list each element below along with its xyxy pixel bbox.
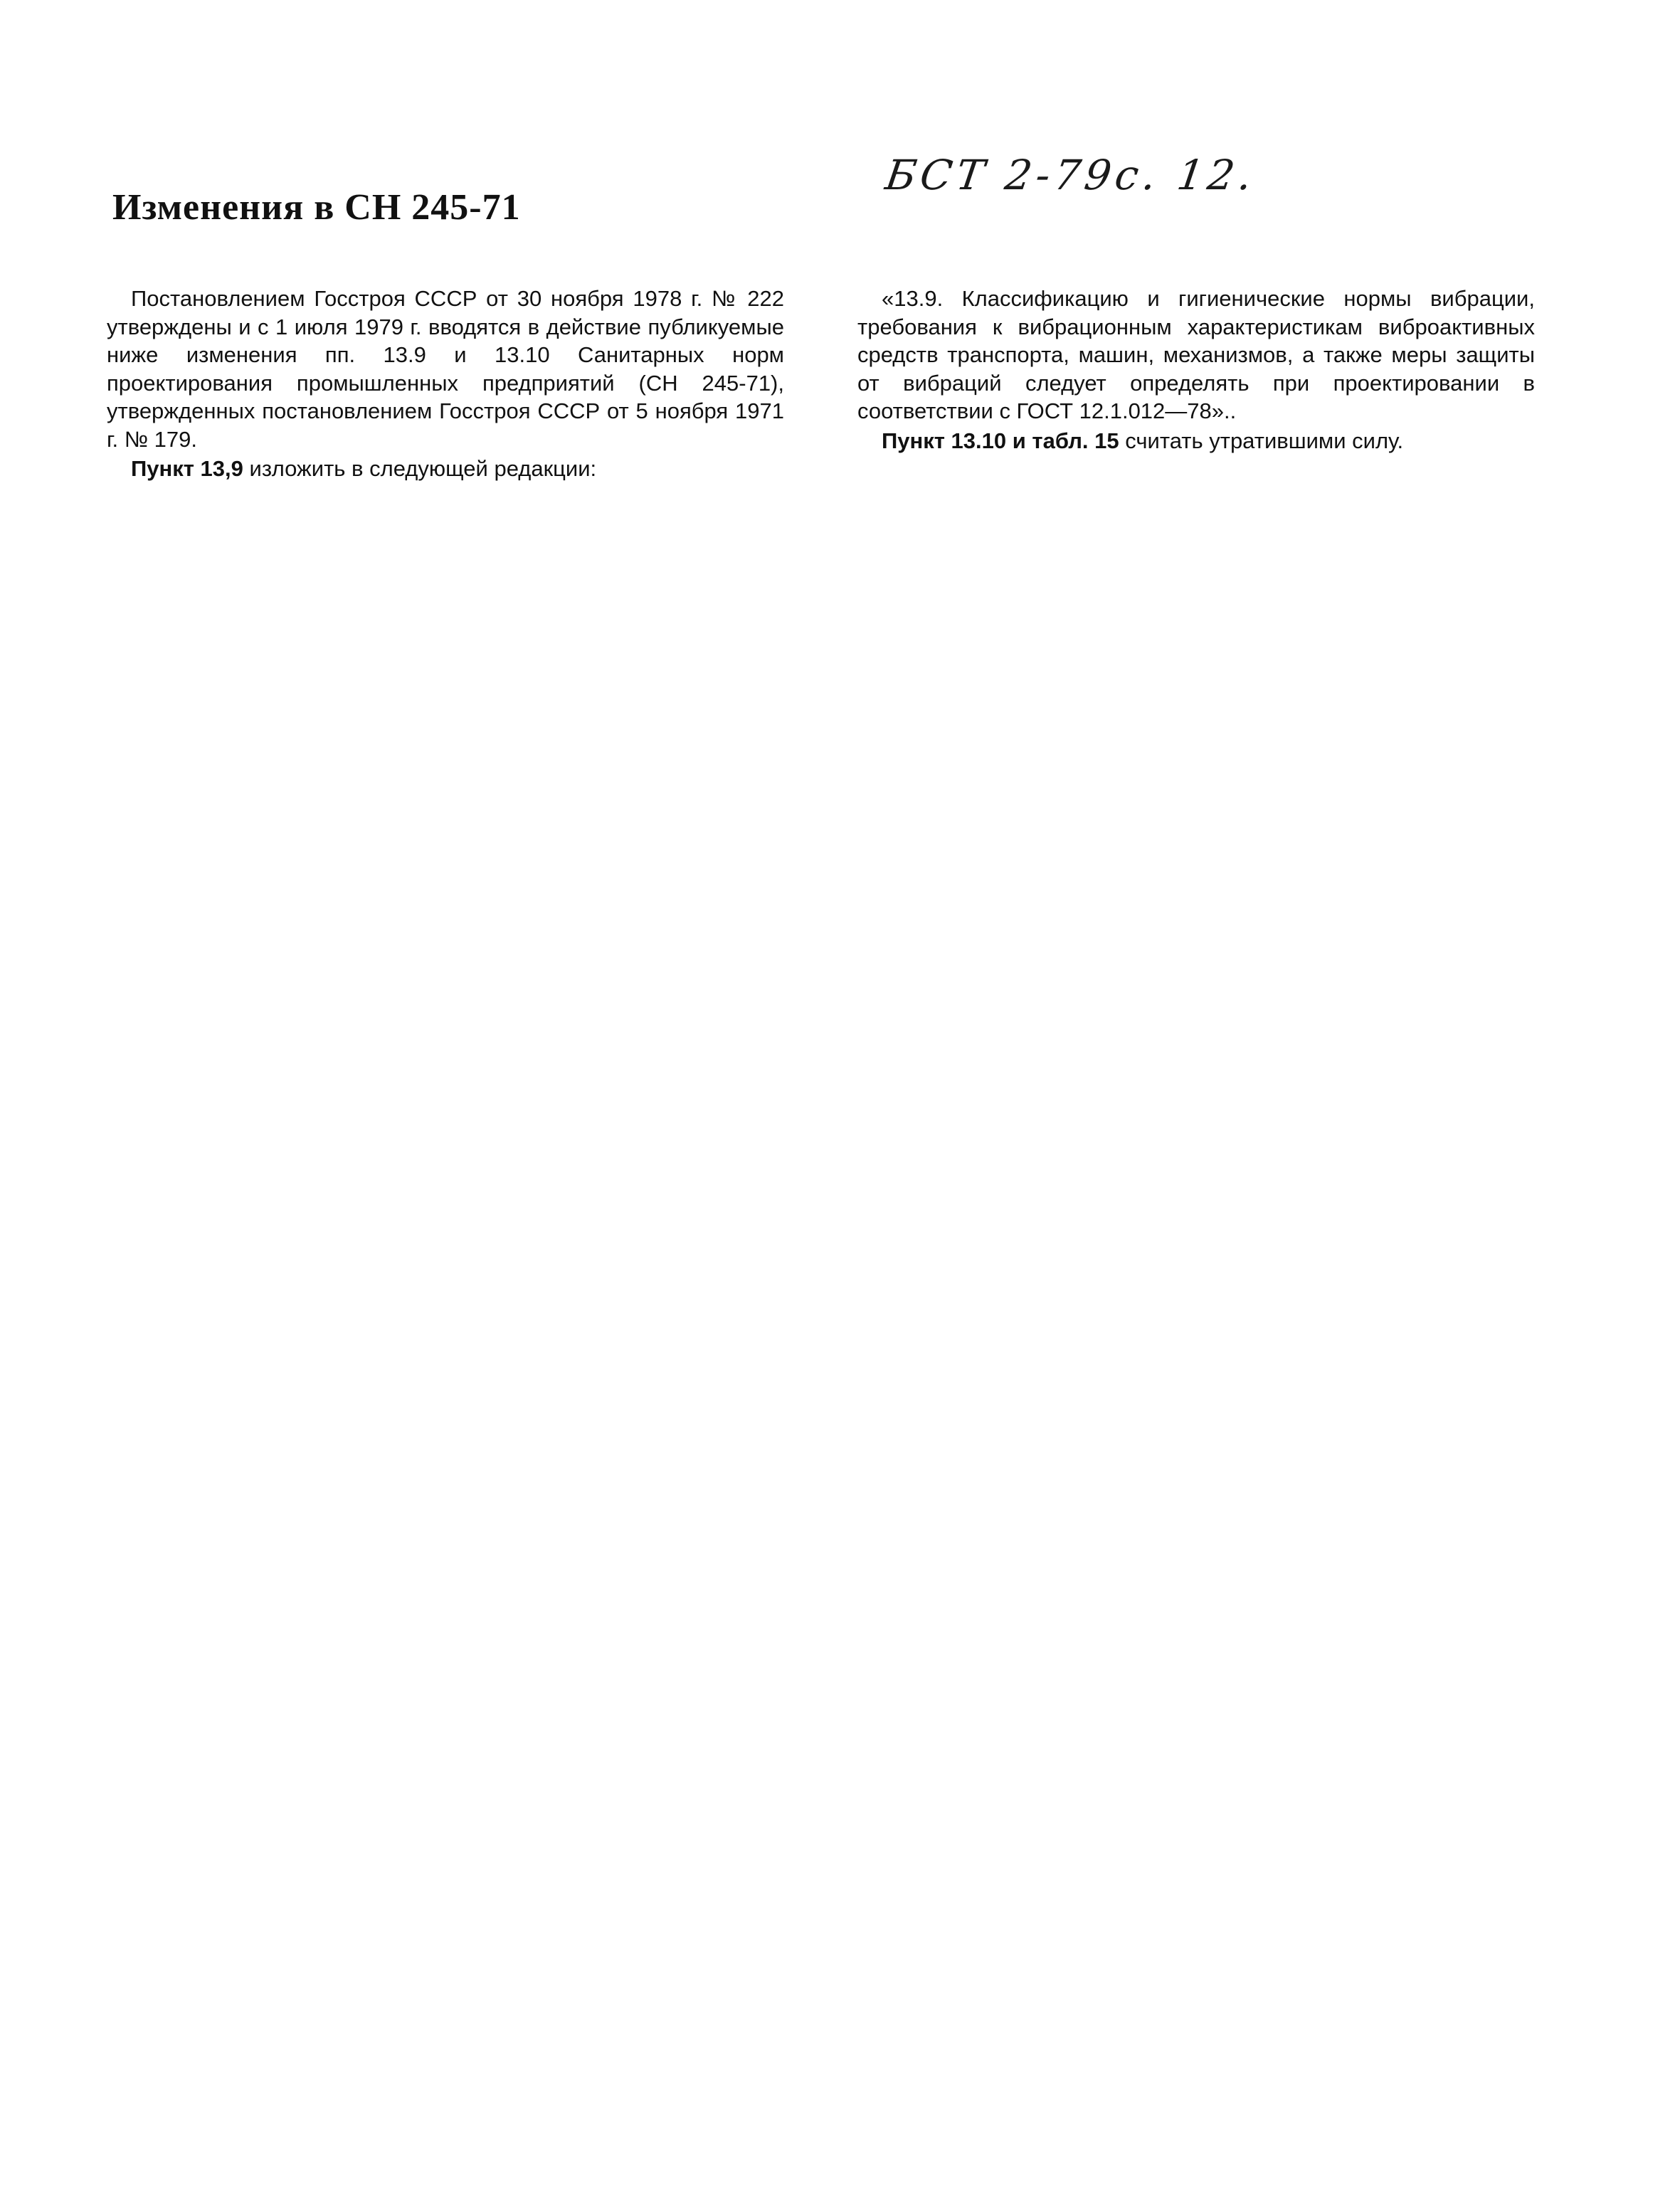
left-column: [107, 285, 784, 483]
cancellation-paragraph: [857, 427, 1535, 455]
cancellation-term: Пункт 13.10 и табл. 15: [882, 428, 1119, 453]
instruction-text: изложить в следующей редакции:: [249, 456, 597, 481]
cancellation-text: считать утратившими силу.: [1125, 428, 1404, 453]
instruction-term: Пункт 13,9: [131, 456, 243, 481]
quoted-amendment-paragraph: «13.9. Классификацию и гигиенические нормы вибрации, требования к вибрационным характеристикам виброактивных средств транспорта, машин, механизмов, а также меры защиты от вибраций следует определять при проектировании в соответствии с ГОСТ 12.1.012—78»..: [857, 286, 1535, 423]
intro-paragraph: Постановлением Госстроя СССР от 30 ноября 1978 г. № 222 утверждены и с 1 июля 1979 г. вводятся в действие публикуемые ниже изменения пп. 13.9 и 13.10 Санитарных норм проектирования промышленных предприятий (СН 245-71), утвержденных постановлением Госстроя СССР от 5 ноября 1971 г. № 179.: [107, 286, 784, 452]
instruction-paragraph: [107, 455, 784, 483]
document-title: Изменения в СН 245-71: [112, 187, 521, 228]
right-column: [857, 285, 1535, 455]
handwritten-reference: БСТ 2-79с. 12.: [882, 151, 1259, 199]
